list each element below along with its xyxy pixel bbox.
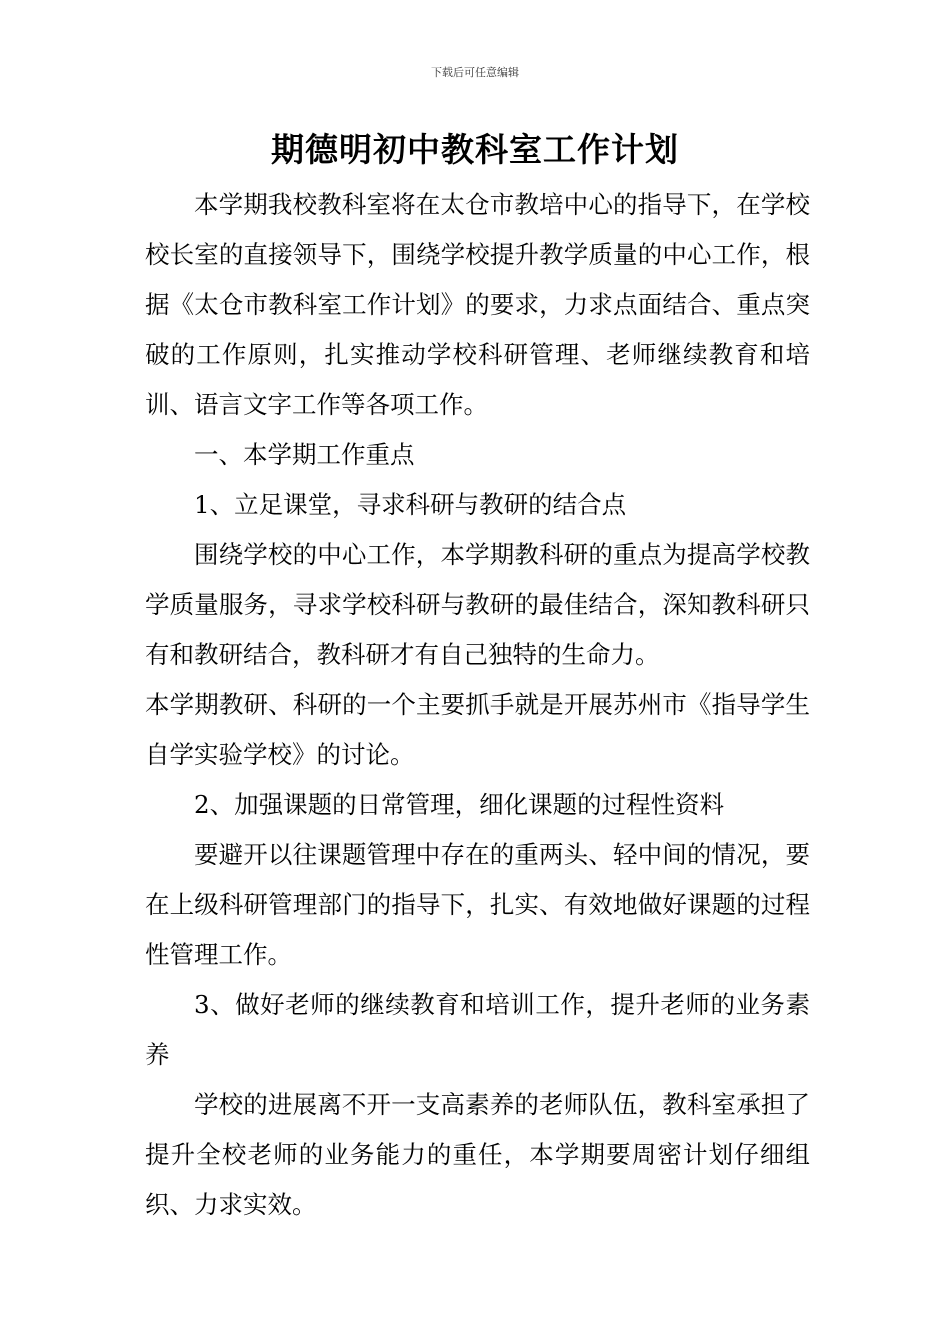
paragraph-item-3: 学校的进展离不开一支高素养的老师队伍，教科室承担了提升全校老师的业务能力的重任，本学期要周密计划仔细组织、力求实效。 [145,1090,810,1219]
paragraph-intro: 本学期我校教科室将在太仓市教培中心的指导下，在学校校长室的直接领导下，围绕学校提升教学质量的中心工作，根据《太仓市教科室工作计划》的要求，力求点面结合、重点突破的工作原则，扎实推动学校科研管理、老师继续教育和培训、语言文字工作等各项工作。 [145,190,810,419]
document-title: 期德明初中教科室工作计划 [271,130,679,169]
item-heading-2: 2、加强课题的日常管理，细化课题的过程性资料 [194,790,725,819]
paragraph-item-1: 围绕学校的中心工作，本学期教科研的重点为提高学校教学质量服务，寻求学校科研与教研的最佳结合，深知教科研只有和教研结合，教科研才有自己独特的生命力。 [145,540,810,669]
item-heading-1: 1、立足课堂，寻求科研与教研的结合点 [194,490,627,519]
section-heading-priorities: 一、本学期工作重点 [194,440,415,469]
header-note: 下载后可任意编辑 [431,66,519,79]
paragraph-item-1-continued: 本学期教研、科研的一个主要抓手就是开展苏州市《指导学生自学实验学校》的讨论。 [145,690,810,769]
item-heading-3: 3、做好老师的继续教育和培训工作，提升老师的业务素养 [145,990,810,1069]
paragraph-item-2: 要避开以往课题管理中存在的重两头、轻中间的情况，要在上级科研管理部门的指导下，扎实、有效地做好课题的过程性管理工作。 [145,840,810,969]
document-body [145,180,810,1230]
